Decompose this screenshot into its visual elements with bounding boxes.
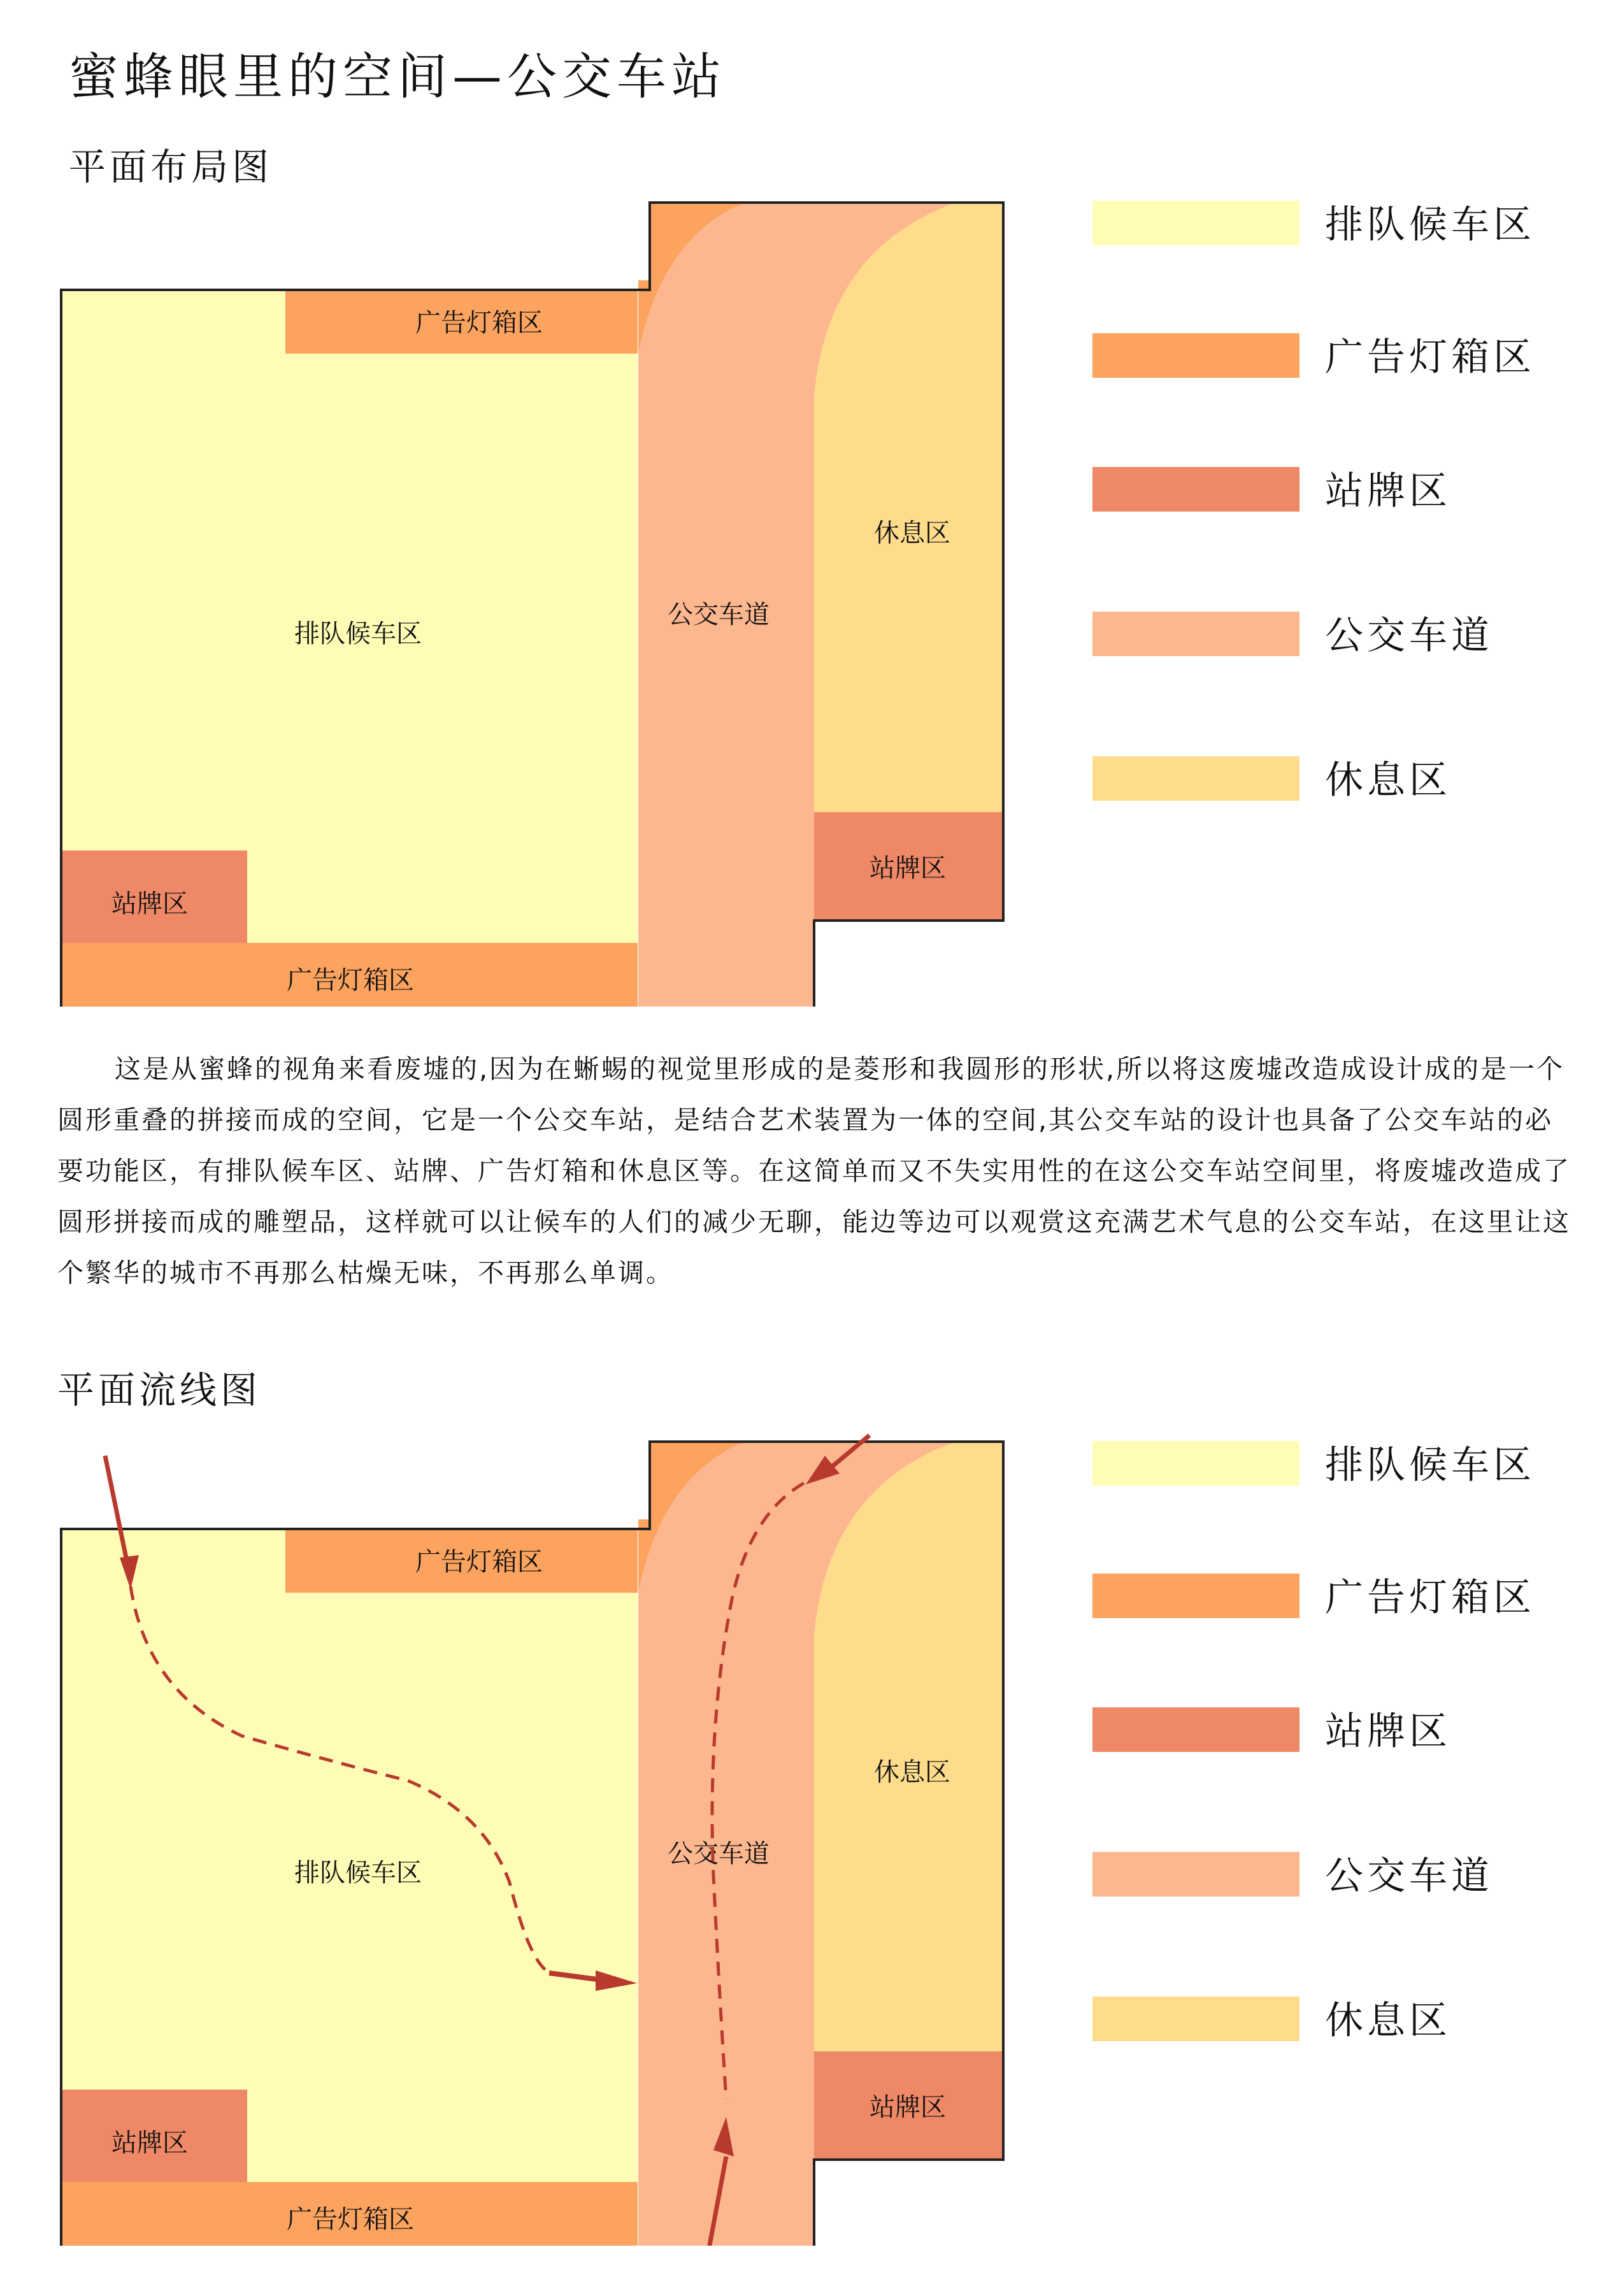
legend-swatch xyxy=(1092,1997,1299,2041)
label-ad-bottom: 广告灯箱区 xyxy=(287,966,414,995)
legend-item-ad xyxy=(1092,1574,1538,1618)
legend-label: 排队候车区 xyxy=(1325,203,1535,247)
label-ad-bottom: 广告灯箱区 xyxy=(287,2205,414,2234)
legend-swatch xyxy=(1092,756,1299,801)
label-bus-lane: 公交车道 xyxy=(668,600,770,629)
flow-plan-subtitle: 平面流线图 xyxy=(57,1368,262,1412)
legend-item-lane xyxy=(1092,1852,1538,1897)
label-bus-lane: 公交车道 xyxy=(668,1839,770,1869)
description-paragraph: 这是从蜜蜂的视角来看废墟的,因为在蜥蜴的视觉里形成的是菱形和我圆形的形状,所以将这废墟改造成设计成的是一个圆形重叠的拼接而成的空间，它是一个公交车站，是结合艺术装置为一体的空间,其公交车站的设计也具备了公交车站的必要功能区，有排队候车区、站牌、广告灯箱和休息区等。在这简单而又不失实用性的在这公交车站空间里，将废墟改造成了圆形拼接而成的雕塑品，这样就可以让候车的人们的减少无聊，能边等边可以观赏这充满艺术气息的公交车站，在这里让这个繁华的城市不再那么枯燥无味，不再那么单调。 xyxy=(57,1054,1571,1288)
label-rest: 休息区 xyxy=(874,519,950,548)
legend-label: 休息区 xyxy=(1325,758,1451,803)
legend-label: 排队候车区 xyxy=(1325,1443,1535,1488)
label-ad-top: 广告灯箱区 xyxy=(415,1547,543,1577)
legend-item-sign xyxy=(1092,467,1538,512)
layout-plan-diagram xyxy=(57,191,1013,1007)
flow-legend xyxy=(1092,1441,1538,2078)
label-sign-left: 站牌区 xyxy=(111,889,188,919)
legend-label: 公交车道 xyxy=(1325,1854,1493,1898)
legend-item-queue xyxy=(1092,201,1538,245)
legend-label: 休息区 xyxy=(1325,1998,1451,2043)
legend-item-queue xyxy=(1092,1441,1538,1486)
layout-plan-subtitle: 平面布局图 xyxy=(69,145,273,189)
label-rest: 休息区 xyxy=(874,1758,950,1787)
legend-swatch xyxy=(1092,201,1299,245)
legend-swatch xyxy=(1092,333,1299,378)
page-title: 蜜蜂眼里的空间—公交车站 xyxy=(69,48,727,106)
legend-label: 站牌区 xyxy=(1325,469,1451,513)
legend-item-sign xyxy=(1092,1707,1538,1752)
layout-legend xyxy=(1092,201,1538,838)
legend-swatch xyxy=(1092,1574,1299,1618)
legend-label: 广告灯箱区 xyxy=(1325,335,1535,380)
legend-item-rest xyxy=(1092,756,1538,801)
label-sign-right: 站牌区 xyxy=(870,854,946,883)
label-sign-left: 站牌区 xyxy=(111,2128,188,2158)
label-ad-top: 广告灯箱区 xyxy=(415,308,543,338)
legend-item-lane xyxy=(1092,612,1538,656)
legend-item-rest xyxy=(1092,1997,1538,2041)
label-queue: 排队候车区 xyxy=(294,619,422,649)
legend-label: 站牌区 xyxy=(1325,1709,1451,1754)
legend-label: 公交车道 xyxy=(1325,613,1493,658)
label-sign-right: 站牌区 xyxy=(870,2093,946,2122)
legend-swatch xyxy=(1092,467,1299,512)
legend-item-ad xyxy=(1092,333,1538,378)
flow-plan-diagram xyxy=(57,1430,1013,2246)
legend-swatch xyxy=(1092,1852,1299,1897)
legend-swatch xyxy=(1092,612,1299,656)
label-queue: 排队候车区 xyxy=(294,1858,422,1888)
legend-swatch xyxy=(1092,1707,1299,1752)
legend-label: 广告灯箱区 xyxy=(1325,1575,1535,1620)
legend-swatch xyxy=(1092,1441,1299,1486)
